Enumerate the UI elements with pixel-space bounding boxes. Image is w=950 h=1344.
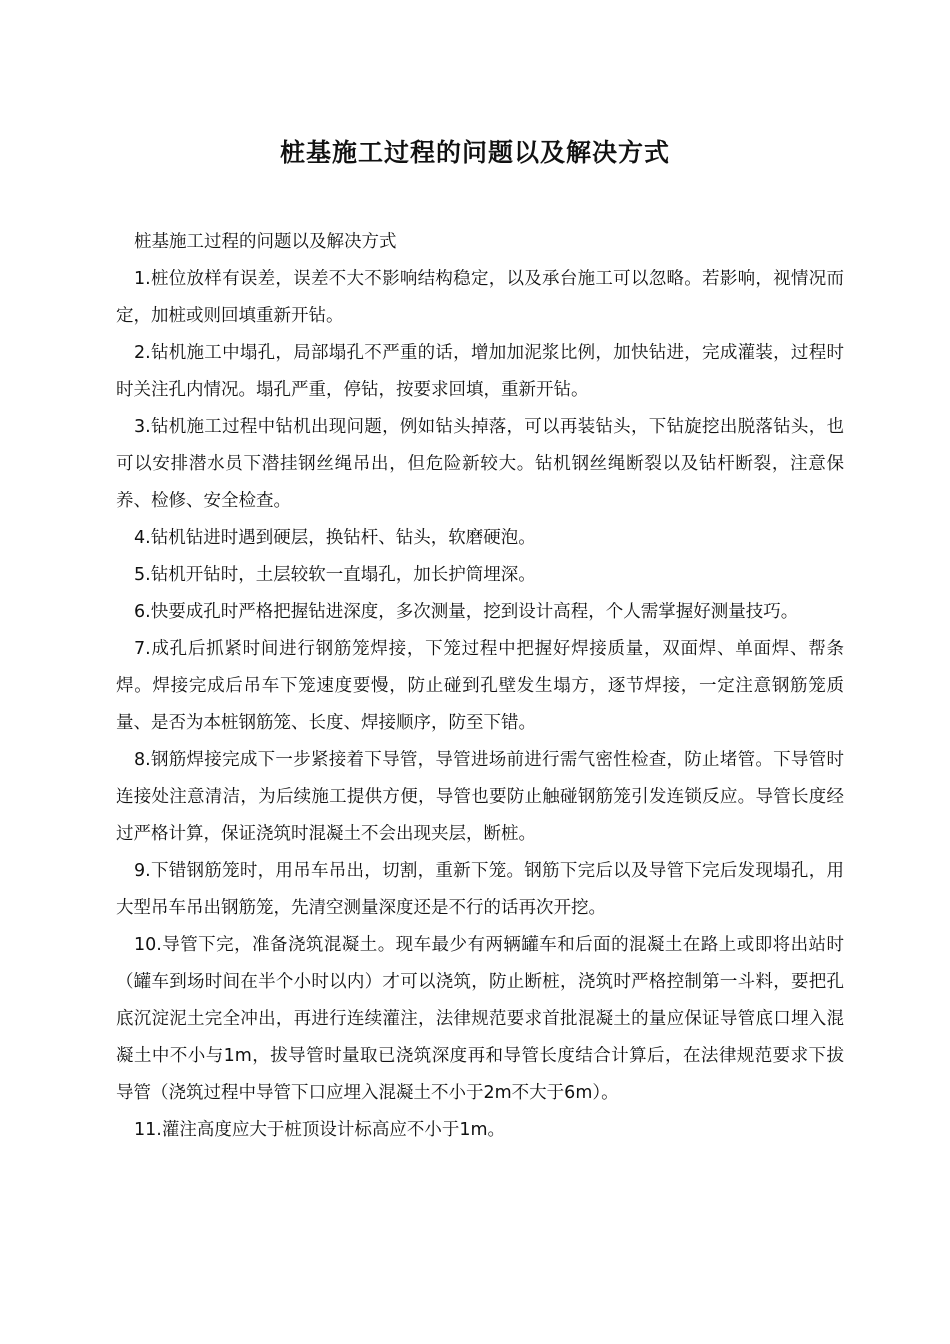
paragraph-10: 10.导管下完，准备浇筑混凝土。现车最少有两辆罐车和后面的混凝土在路上或即将出站时（罐车到场时间在半个小时以内）才可以浇筑，防止断桩，浇筑时严格控制第一斗料，要把孔底沉淀泥土完全冲出，再进行连续灌注，法律规范要求首批混凝土的量应保证导管底口埋入混凝土中不小与1m，拔导管时量取已浇筑深度再和导管长度结合计算后，在法律规范要求下拔导管（浇筑过程中导管下口应埋入混凝土不小于2m不大于6m）。 (116, 935, 844, 1103)
paragraph-4: 4.钻机钻进时遇到硬层，换钻杆、钻头，软磨硬泡。 (134, 528, 536, 548)
paragraph-6: 6.快要成孔时严格把握钻进深度，多次测量，挖到设计高程，个人需掌握好测量技巧。 (134, 602, 799, 622)
paragraph-9: 9.下错钢筋笼时，用吊车吊出，切割，重新下笼。钢筋下完后以及导管下完后发现塌孔，用大型吊车吊出钢筋笼，先清空测量深度还是不行的话再次开挖。 (116, 861, 844, 918)
paragraph-7: 7.成孔后抓紧时间进行钢筋笼焊接，下笼过程中把握好焊接质量，双面焊、单面焊、帮条焊。焊接完成后吊车下笼速度要慢，防止碰到孔壁发生塌方，逐节焊接，一定注意钢筋笼质量、是否为本桩钢筋笼、长度、焊接顺序，防至下错。 (116, 639, 844, 733)
paragraph-2: 2.钻机施工中塌孔，局部塌孔不严重的话，增加加泥浆比例，加快钻进，完成灌装，过程时时关注孔内情况。塌孔严重，停钻，按要求回填，重新开钻。 (116, 343, 844, 400)
document-title: 桩基施工过程的问题以及解决方式 (279, 138, 670, 167)
paragraph-8: 8.钢筋焊接完成下一步紧接着下导管，导管进场前进行需气密性检查，防止堵管。下导管时连接处注意清洁，为后续施工提供方便，导管也要防止触碰钢筋笼引发连锁反应。导管长度经过严格计算，保证浇筑时混凝土不会出现夹层，断桩。 (116, 750, 844, 844)
paragraph-3: 3.钻机施工过程中钻机出现问题，例如钻头掉落，可以再装钻头，下钻旋挖出脱落钻头，也可以安排潜水员下潜挂钢丝绳吊出，但危险新较大。钻机钢丝绳断裂以及钻杆断裂，注意保养、检修、安全检查。 (116, 417, 844, 511)
paragraph-5: 5.钻机开钻时，土层较软一直塌孔，加长护筒埋深。 (134, 565, 536, 585)
paragraph-1: 1.桩位放样有误差，误差不大不影响结构稳定，以及承台施工可以忽略。若影响，视情况而定，加桩或则回填重新开钻。 (116, 269, 844, 326)
paragraph-heading: 桩基施工过程的问题以及解决方式 (134, 232, 397, 252)
document-body (116, 224, 844, 1149)
paragraph-11: 11.灌注高度应大于桩顶设计标高应不小于1m。 (134, 1120, 506, 1140)
